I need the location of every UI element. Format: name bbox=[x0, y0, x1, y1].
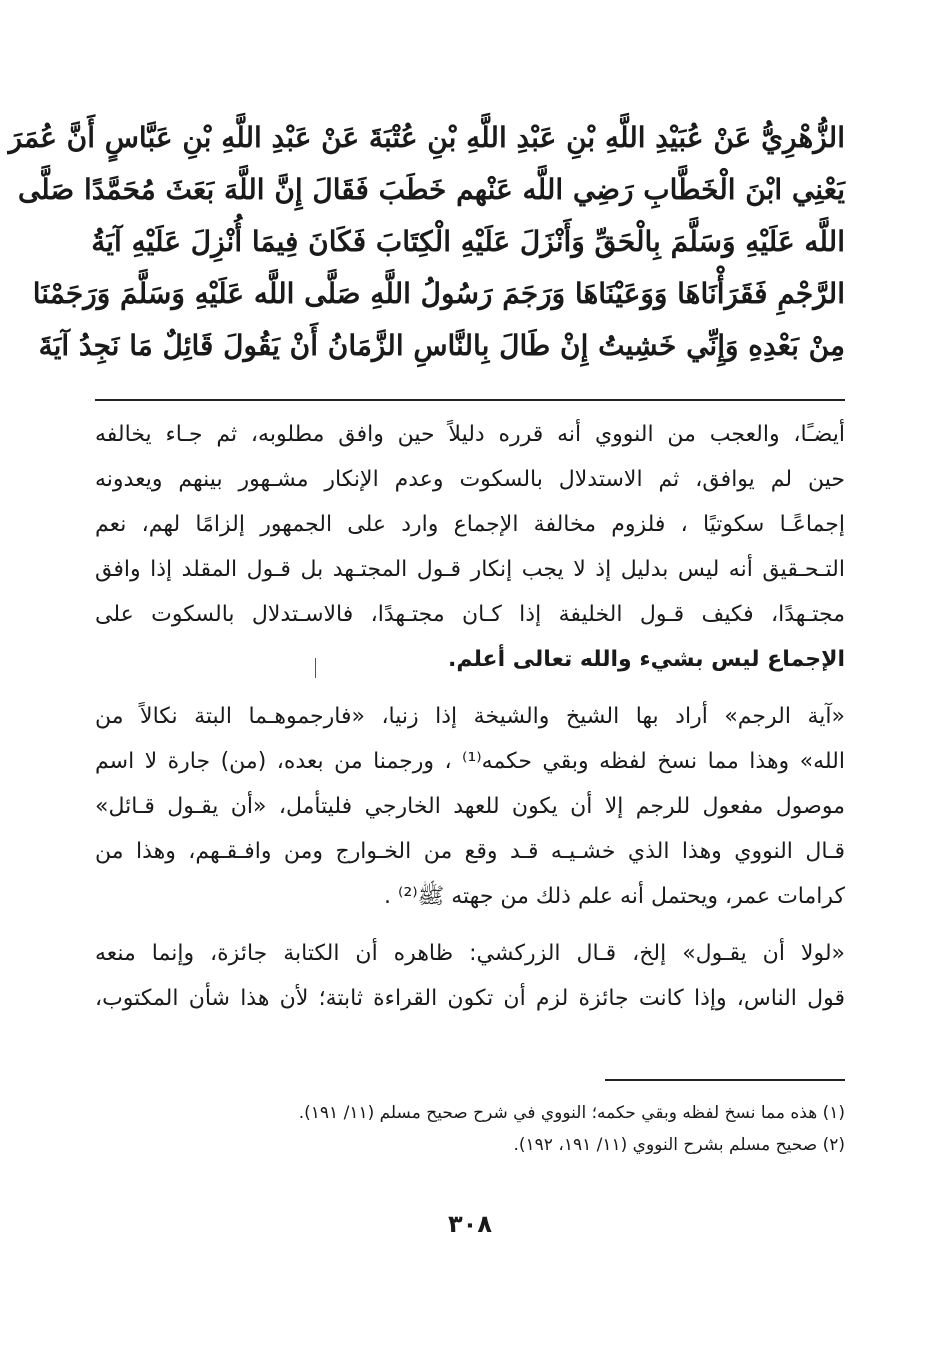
commentary-line: التـحـقيق أنه ليس بدليل إذ لا يجب إنكار قـول المجتـهد بل قـول المقلد إذا وافق bbox=[95, 557, 845, 582]
hadith-line: اللَّه عَلَيْهِ وَسَلَّمَ بِالْحَقِّ وَأَنْزَلَ عَلَيْهِ الْكِتَابَ فَكَانَ فِيمَا أُنْزِلَ عَلَيْهِ آيَةُ bbox=[91, 225, 845, 258]
hadith-line: الرَّجْمِ فَقَرَأْنَاهَا وَوَعَيْنَاهَا وَرَجَمَ رَسُولُ اللَّهِ صَلَّى اللَّه عَلَيْهِ وَسَلَّمَ وَرَجَمْنَا bbox=[32, 277, 845, 310]
commentary-line: «لولا أن يقـول» إلخ، قـال الزركشي: ظاهره أن الكتابة جائزة، وإنما منعه bbox=[95, 941, 845, 966]
section-divider bbox=[95, 399, 845, 401]
commentary-line: موصول مفعول للرجم إلا أن يكون للعهد الخارجي فليتأمل، «أن يقـول قـائل» bbox=[95, 794, 845, 819]
hadith-line: يَعْنِي ابْنَ الْخَطَّابِ رَضِي اللَّه عَنْهم خَطَبَ فَقَالَ إِنَّ اللَّهَ بَعَثَ مُحَمَّدًا صَلَّى bbox=[17, 173, 845, 206]
commentary-line: «آية الرجم» أراد بها الشيخ والشيخة إذا زنيا، «فارجموهـما البتة نكالاً من bbox=[95, 704, 845, 729]
commentary-line: الله» وهذا مما نسخ لفظه وبقي حكمه⁽¹⁾ ، ورجمنا من بعده، (من) جارة لا اسم bbox=[95, 749, 845, 774]
footnote: (١) هذه مما نسخ لفظه وبقي حكمه؛ النووي في شرح صحيح مسلم (١١/ ١٩١). bbox=[298, 1103, 845, 1123]
commentary-line: الإجماع ليس بشيء والله تعالى أعلم. bbox=[447, 647, 845, 672]
commentary-paragraph bbox=[95, 412, 845, 682]
commentary-line: قـال النووي وهذا الذي خشـيـه قـد وقع من الخـوارج ومن وافـقـهم، وهذا من bbox=[95, 839, 845, 864]
commentary-line: كرامات عمر، ويحتمل أنه علم ذلك من جهته ﷺ⁽²⁾ . bbox=[384, 884, 845, 909]
commentary-line: مجتـهدًا، فكيف قـول الخليفة إذا كـان مجتـهدًا، فالاسـتدلال بالسكوت على bbox=[95, 602, 845, 627]
hadith-line: مِنْ بَعْدِهِ وَإِنِّي خَشِيتُ إِنْ طَالَ بِالنَّاسِ الزَّمَانُ أَنْ يَقُولَ قَائِلٌ مَا نَجِدُ آيَةَ bbox=[38, 329, 845, 362]
margin-mark bbox=[315, 658, 316, 678]
commentary-paragraph bbox=[95, 931, 845, 1021]
hadith-line: الزُّهْرِيُّ عَنْ عُبَيْدِ اللَّهِ بْنِ عَبْدِ اللَّهِ بْنِ عُتْبَةَ عَنْ عَبْدِ اللَّهِ بْنِ عَبَّاسٍ أَنَّ عُمَرَ bbox=[8, 121, 845, 154]
commentary-line: إجماعًـا سكوتيًا ، فلزوم مخالفة الإجماع وارد على الجمهور إلزامًا لهم، نعم bbox=[95, 512, 845, 537]
book-page bbox=[8, 112, 845, 1312]
commentary-text bbox=[95, 412, 845, 1021]
commentary-line: حين لم يوافق، ثم الاستدلال بالسكوت وعدم الإنكار مشـهور بينهم ويعدونه bbox=[95, 467, 845, 492]
footnote-divider bbox=[605, 1079, 845, 1081]
hadith-text bbox=[8, 112, 845, 372]
commentary-line: قول الناس، وإذا كانت جائزة لزم أن تكون القراءة ثابتة؛ لأن هذا شأن المكتوب، bbox=[95, 986, 845, 1011]
footnotes bbox=[95, 1097, 845, 1161]
page-number: ٣٠٨ bbox=[448, 1210, 492, 1238]
footnote: (٢) صحيح مسلم بشرح النووي (١١/ ١٩١، ١٩٢). bbox=[513, 1135, 845, 1155]
commentary-line: أيضـًا، والعجب من النووي أنه قرره دليلاً حين وافق مطلوبه، ثم جـاء يخالفه bbox=[95, 422, 845, 447]
commentary-paragraph bbox=[95, 694, 845, 919]
